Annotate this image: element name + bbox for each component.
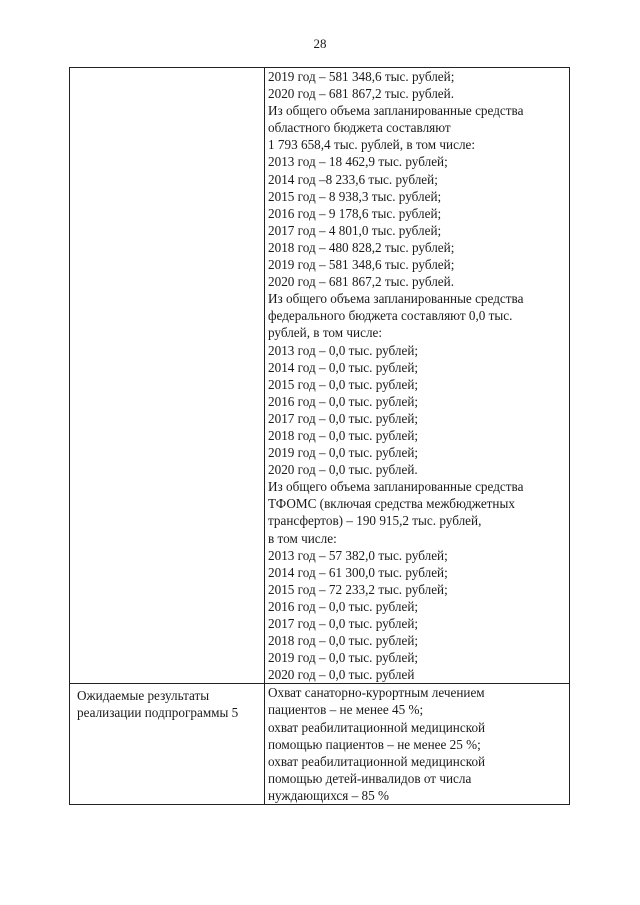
funding-line: 2017 год – 0,0 тыс. рублей; <box>268 616 419 631</box>
result-line: охват реабилитационной медицинской <box>268 719 486 735</box>
funding-line: 2019 год – 0,0 тыс. рублей; <box>268 650 419 666</box>
funding-row <box>70 68 570 684</box>
results-label-cell <box>70 684 265 805</box>
funding-line: 2020 год – 681 867,2 тыс. рублей. <box>268 86 454 102</box>
funding-line: 2018 год – 0,0 тыс. рублей; <box>268 427 419 443</box>
funding-line: 2017 год – 4 801,0 тыс. рублей; <box>268 222 442 238</box>
funding-line: 2020 год – 0,0 тыс. рублей. <box>268 462 418 478</box>
funding-line: в том числе: <box>268 530 337 546</box>
funding-lines <box>265 68 569 683</box>
funding-label-cell <box>70 68 265 684</box>
funding-line: 2014 год – 0,0 тыс. рублей; <box>268 359 419 375</box>
funding-line: 2013 год – 57 382,0 тыс. рублей; <box>268 547 448 563</box>
funding-line: 2020 год – 681 867,2 тыс. рублей. <box>268 274 454 290</box>
funding-line: трансфертов) – 190 915,2 тыс. рублей, <box>268 513 482 529</box>
funding-line: 2020 год – 0,0 тыс. рублей <box>268 667 415 683</box>
funding-line: 1 793 658,4 тыс. рублей, в том числе: <box>268 137 476 153</box>
result-line: помощью пациентов – не менее 25 %; <box>268 736 481 752</box>
results-label-line-1: Ожидаемые результаты <box>77 688 210 704</box>
funding-line: 2018 год – 480 828,2 тыс. рублей; <box>268 239 455 255</box>
funding-line: 2015 год – 0,0 тыс. рублей; <box>268 376 419 392</box>
funding-line: федерального бюджета составляют 0,0 тыс. <box>268 308 513 324</box>
funding-line: 2016 год – 0,0 тыс. рублей; <box>268 393 419 409</box>
funding-line: Из общего объема запланированные средства <box>268 479 524 495</box>
funding-line: 2016 год – 0,0 тыс. рублей; <box>268 598 419 614</box>
results-value-cell <box>265 684 570 805</box>
funding-line: 2019 год – 581 348,6 тыс. рублей; <box>268 69 455 84</box>
subprogram-table <box>69 67 570 805</box>
funding-line: 2019 год – 0,0 тыс. рублей; <box>268 445 419 461</box>
funding-line: 2013 год – 18 462,9 тыс. рублей; <box>268 154 448 170</box>
funding-line: 2018 год – 0,0 тыс. рублей; <box>268 633 419 649</box>
funding-value-cell <box>265 68 570 684</box>
funding-line: 2013 год – 0,0 тыс. рублей; <box>268 342 419 358</box>
result-line: нуждающихся – 85 % <box>268 787 390 803</box>
funding-line: 2017 год – 0,0 тыс. рублей; <box>268 410 419 426</box>
funding-line: Из общего объема запланированные средства <box>268 291 524 307</box>
result-line: охват реабилитационной медицинской <box>268 753 486 769</box>
funding-line: 2015 год – 72 233,2 тыс. рублей; <box>268 581 448 597</box>
results-label-line-2: реализации подпрограммы 5 <box>77 705 239 721</box>
funding-line: 2014 год –8 233,6 тыс. рублей; <box>268 171 438 187</box>
funding-line: рублей, в том числе: <box>268 325 383 341</box>
funding-line: 2014 год – 61 300,0 тыс. рублей; <box>268 564 448 580</box>
page-number: 28 <box>313 36 327 51</box>
result-line: Охват санаторно-курортным лечением <box>268 685 485 701</box>
results-lines <box>265 684 569 804</box>
funding-line: 2016 год – 9 178,6 тыс. рублей; <box>268 205 442 221</box>
funding-line: 2019 год – 581 348,6 тыс. рублей; <box>268 257 455 273</box>
funding-line: 2015 год – 8 938,3 тыс. рублей; <box>268 188 442 204</box>
result-line: помощью детей-инвалидов от числа <box>268 770 472 786</box>
funding-line: областного бюджета составляют <box>268 120 451 136</box>
funding-line: ТФОМС (включая средства межбюджетных <box>268 496 515 512</box>
result-line: пациентов – не менее 45 %; <box>268 702 424 718</box>
results-row <box>70 684 570 805</box>
funding-line: Из общего объема запланированные средства <box>268 103 524 119</box>
